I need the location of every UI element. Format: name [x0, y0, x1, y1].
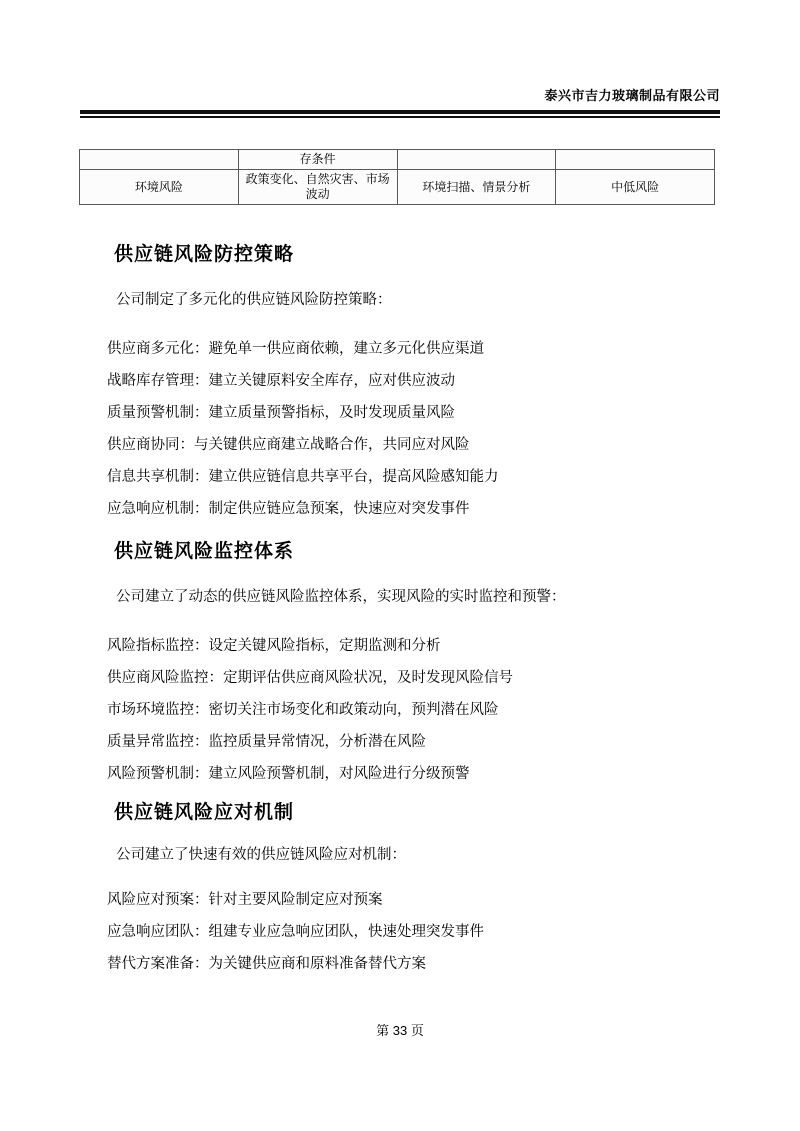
table-cell: 中低风险 — [556, 170, 715, 205]
section-intro: 公司建立了动态的供应链风险监控体系，实现风险的实时监控和预警： — [116, 589, 566, 605]
list-item: 风险指标监控：设定关键风险指标，定期监测和分析 — [107, 638, 441, 654]
table-carryover-row — [80, 150, 715, 170]
table-cell: 环境扫描、情景分析 — [397, 170, 556, 205]
list-item: 信息共享机制：建立供应链信息共享平台，提高风险感知能力 — [107, 469, 499, 485]
item-list — [107, 630, 720, 790]
risk-assessment-table — [79, 149, 715, 205]
page-header — [80, 88, 720, 118]
document-body — [80, 244, 720, 980]
page-footer — [0, 1020, 800, 1039]
section-intro: 公司制定了多元化的供应链风险防控策略： — [116, 292, 392, 308]
list-item: 风险预警机制：建立风险预警机制，对风险进行分级预警 — [107, 766, 470, 782]
list-item: 战略库存管理：建立关键原料安全库存，应对供应波动 — [107, 373, 455, 389]
list-item: 应急响应机制：制定供应链应急预案，快速应对突发事件 — [107, 501, 470, 517]
list-item: 风险应对预案：针对主要风险制定应对预案 — [107, 892, 383, 908]
list-item: 应急响应团队：组建专业应急响应团队，快速处理突发事件 — [107, 924, 484, 940]
section-title: 供应链风险监控体系 — [114, 541, 295, 562]
list-item: 替代方案准备：为关键供应商和原料准备替代方案 — [107, 956, 426, 972]
section-title: 供应链风险防控策略 — [114, 244, 295, 265]
table-cell: 存条件 — [238, 150, 397, 170]
table-cell: 环境风险 — [80, 170, 239, 205]
item-list — [107, 333, 720, 525]
list-item: 供应商风险监控：定期评估供应商风险状况，及时发现风险信号 — [107, 670, 513, 686]
section-risk-monitoring — [80, 541, 720, 790]
list-item: 质量预警机制：建立质量预警指标，及时发现质量风险 — [107, 405, 455, 421]
table-cell — [80, 150, 239, 170]
list-item: 质量异常监控：监控质量异常情况，分析潜在风险 — [107, 734, 426, 750]
table-cell: 政策变化、自然灾害、市场波动 — [238, 170, 397, 205]
item-list — [107, 884, 720, 980]
section-intro: 公司建立了快速有效的供应链风险应对机制： — [116, 847, 406, 863]
section-risk-prevention — [80, 244, 720, 525]
section-risk-response — [80, 802, 720, 980]
table-row — [80, 170, 715, 205]
list-item: 供应商协同：与关键供应商建立战略合作，共同应对风险 — [107, 437, 470, 453]
page-number: 第 33 页 — [376, 1023, 424, 1038]
table-cell — [556, 150, 715, 170]
company-name: 泰兴市吉力玻璃制品有限公司 — [544, 88, 720, 103]
header-rule-thin — [80, 116, 720, 118]
header-rule-thick — [80, 110, 720, 114]
list-item: 供应商多元化：避免单一供应商依赖，建立多元化供应渠道 — [107, 341, 484, 357]
section-title: 供应链风险应对机制 — [114, 802, 295, 823]
table-cell — [397, 150, 556, 170]
list-item: 市场环境监控：密切关注市场变化和政策动向，预判潜在风险 — [107, 702, 499, 718]
